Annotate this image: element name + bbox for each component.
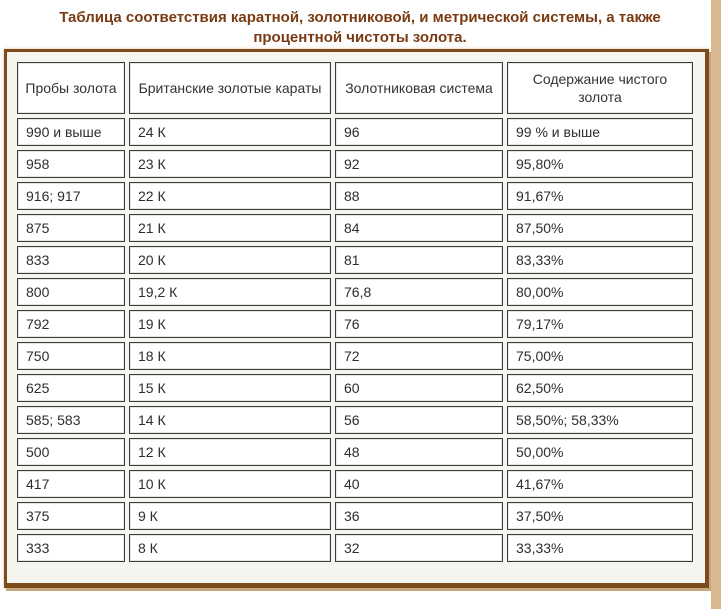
table-title: Таблица соответствия каратной, золотниковой, и метрической системы, а также процентной чистоты золота.: [59, 9, 661, 46]
cell-purity: 37,50%: [507, 502, 693, 530]
cell-purity: 50,00%: [507, 438, 693, 466]
cell-zolotnik: 96: [335, 118, 503, 146]
cell-purity: 80,00%: [507, 278, 693, 306]
table-row: [17, 470, 693, 498]
header-cell-zolotnik-system: Золотниковая система: [335, 62, 503, 114]
cell-zolotnik: 88: [335, 182, 503, 210]
cell-probe: 875: [17, 214, 125, 242]
cell-carat: 22 К: [129, 182, 331, 210]
cell-carat: 21 К: [129, 214, 331, 242]
cell-purity: 33,33%: [507, 534, 693, 562]
header-cell-pure-gold-content: Содержание чистого золота: [507, 62, 693, 114]
cell-probe: 625: [17, 374, 125, 402]
cell-purity: 99 % и выше: [507, 118, 693, 146]
table-frame: [4, 49, 709, 588]
table-row: [17, 246, 693, 274]
cell-carat: 19,2 К: [129, 278, 331, 306]
cell-zolotnik: 72: [335, 342, 503, 370]
cell-probe: 750: [17, 342, 125, 370]
cell-purity: 87,50%: [507, 214, 693, 242]
cell-zolotnik: 84: [335, 214, 503, 242]
cell-purity: 75,00%: [507, 342, 693, 370]
cell-probe: 792: [17, 310, 125, 338]
gold-standards-table: [13, 58, 697, 566]
table-row: [17, 374, 693, 402]
cell-carat: 18 К: [129, 342, 331, 370]
header-row: [17, 62, 693, 114]
cell-purity: 91,67%: [507, 182, 693, 210]
cell-zolotnik: 60: [335, 374, 503, 402]
cell-probe: 333: [17, 534, 125, 562]
cell-purity: 95,80%: [507, 150, 693, 178]
cell-carat: 8 К: [129, 534, 331, 562]
cell-purity: 62,50%: [507, 374, 693, 402]
header-cell-british-carats: Британские золотые караты: [129, 62, 331, 114]
cell-zolotnik: 40: [335, 470, 503, 498]
header-cell-probes: Пробы золота: [17, 62, 125, 114]
cell-probe: 375: [17, 502, 125, 530]
cell-purity: 41,67%: [507, 470, 693, 498]
table-row: [17, 118, 693, 146]
cell-probe: 833: [17, 246, 125, 274]
cell-carat: 14 К: [129, 406, 331, 434]
cell-probe: 417: [17, 470, 125, 498]
cell-purity: 58,50%; 58,33%: [507, 406, 693, 434]
cell-zolotnik: 36: [335, 502, 503, 530]
cell-carat: 19 К: [129, 310, 331, 338]
table-row: [17, 150, 693, 178]
table-row: [17, 406, 693, 434]
cell-zolotnik: 92: [335, 150, 503, 178]
cell-carat: 20 К: [129, 246, 331, 274]
table-row: [17, 310, 693, 338]
cell-zolotnik: 76: [335, 310, 503, 338]
cell-carat: 23 К: [129, 150, 331, 178]
right-edge-strip: [711, 0, 721, 609]
cell-probe: 958: [17, 150, 125, 178]
table-row: [17, 438, 693, 466]
cell-zolotnik: 32: [335, 534, 503, 562]
cell-probe: 500: [17, 438, 125, 466]
table-row: [17, 342, 693, 370]
cell-carat: 12 К: [129, 438, 331, 466]
cell-zolotnik: 48: [335, 438, 503, 466]
table-row: [17, 534, 693, 562]
cell-zolotnik: 76,8: [335, 278, 503, 306]
cell-probe: 585; 583: [17, 406, 125, 434]
cell-zolotnik: 81: [335, 246, 503, 274]
cell-probe: 990 и выше: [17, 118, 125, 146]
cell-zolotnik: 56: [335, 406, 503, 434]
cell-carat: 24 К: [129, 118, 331, 146]
cell-carat: 10 К: [129, 470, 331, 498]
cell-carat: 9 К: [129, 502, 331, 530]
cell-carat: 15 К: [129, 374, 331, 402]
table-row: [17, 278, 693, 306]
table-row: [17, 214, 693, 242]
cell-probe: 916; 917: [17, 182, 125, 210]
cell-probe: 800: [17, 278, 125, 306]
table-row: [17, 502, 693, 530]
cell-purity: 83,33%: [507, 246, 693, 274]
table-body: [17, 118, 693, 562]
cell-purity: 79,17%: [507, 310, 693, 338]
table-row: [17, 182, 693, 210]
